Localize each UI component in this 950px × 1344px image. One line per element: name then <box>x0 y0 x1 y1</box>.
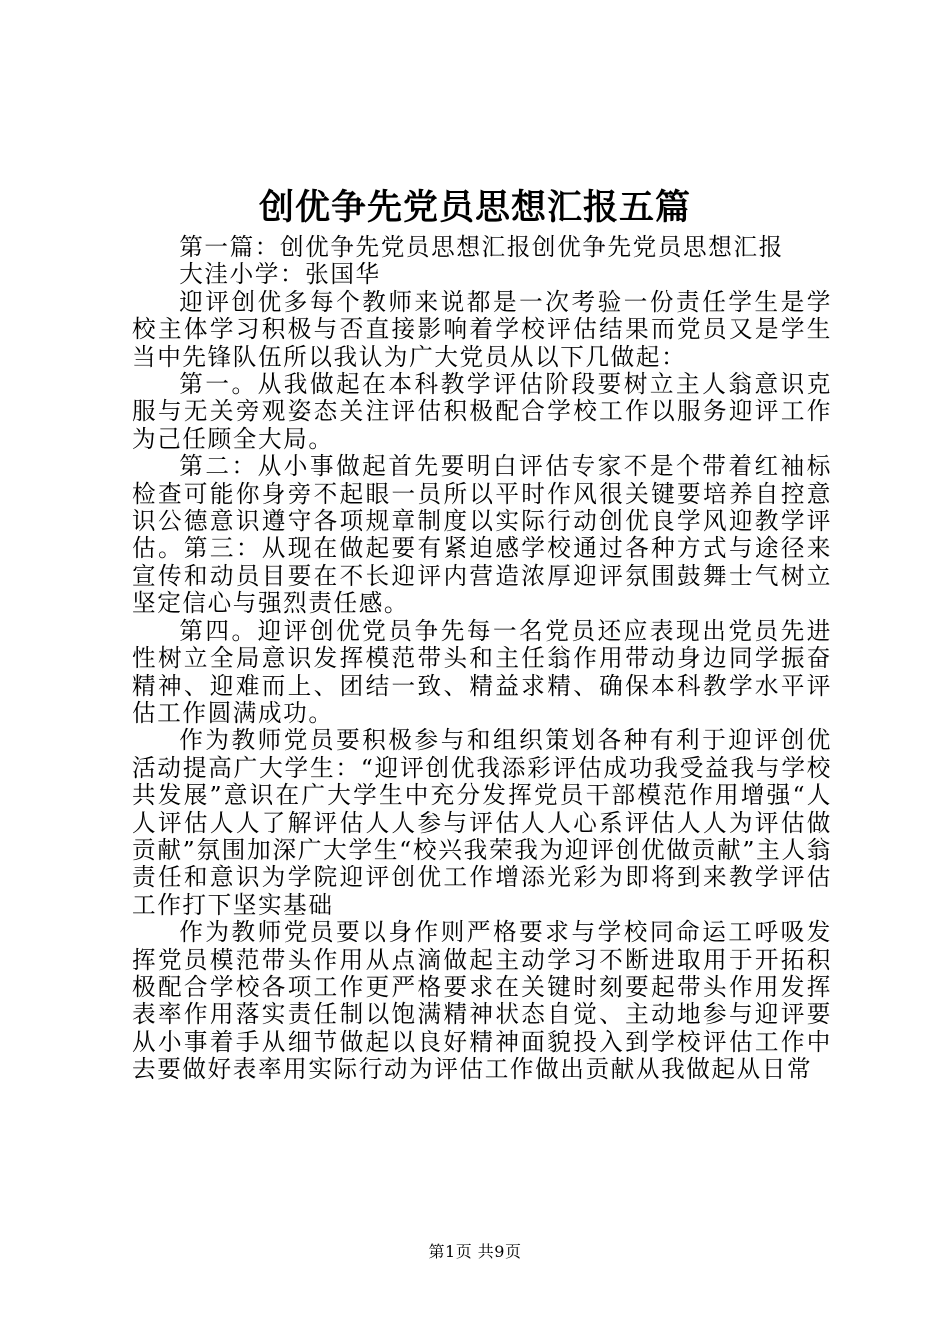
paragraph-point-four: 第四。迎评创优党员争先每一名党员还应表现出党员先进性树立全局意识发挥模范带头和主任翁作用带动身边同学振奋精神、迎难而上、团结一致、精益求精、确保本科教学水平评估工作圆满成功。 <box>132 616 832 727</box>
paragraph-intro: 迎评创优多每个教师来说都是一次考验一份责任学生是学校主体学习积极与否直接影响着学校评估结果而党员又是学生当中先锋队伍所以我认为广大党员从以下几做起： <box>132 287 832 371</box>
paragraph-example: 作为教师党员要以身作则严格要求与学校同命运工呼吸发挥党员模范带头作用从点滴做起主动学习不断进取用于开拓积极配合学校各项工作更严格要求在关键时刻要起带头作用发挥表率作用落实责任制以饱满精神状态自觉、主动地参与迎评要从小事着手从细节做起以良好精神面貌投入到学校评估工作中去要做好表率用实际行动为评估工作做出贡献从我做起从日常 <box>132 918 832 1084</box>
page-title: 创优争先党员思想汇报五篇 <box>258 187 691 228</box>
paragraph-author: 大洼小学：张国华 <box>179 260 381 289</box>
paragraph-section-heading: 第一篇：创优争先党员思想汇报创优争先党员思想汇报 <box>179 233 784 261</box>
paragraph-point-two-three: 第二：从小事做起首先要明白评估专家不是个带着红袖标检查可能你身旁不起眼一员所以平时作风很关键要培养自控意识公德意识遵守各项规章制度以实际行动创优良学风迎教学评估。第三：从现在做起要有紧迫感学校通过各种方式与途径来宣传和动员目要在不长迎评内营造浓厚迎评氛围鼓舞士气树立坚定信心与强烈责任感。 <box>132 452 832 618</box>
document-body <box>132 234 832 1084</box>
page-footer: 第1页 共9页 <box>428 1242 522 1261</box>
paragraph-activities: 作为教师党员要积极参与和组织策划各种有利于迎评创优活动提高广大学生：“迎评创优我添彩评估成功我受益我与学校共发展”意识在广大学生中充分发挥党员干部模范作用增强“人人评估人人了解评估人人参与评估人人心系评估人人为评估做贡献”氛围加深广大学生“校兴我荣我为迎评创优做贡献”主人翁责任和意识为学院迎评创优工作增添光彩为即将到来教学评估工作打下坚实基础 <box>132 726 832 919</box>
paragraph-point-one: 第一。从我做起在本科教学评估阶段要树立主人翁意识克服与无关旁观姿态关注评估积极配合学校工作以服务迎评工作为己任顾全大局。 <box>132 370 832 453</box>
